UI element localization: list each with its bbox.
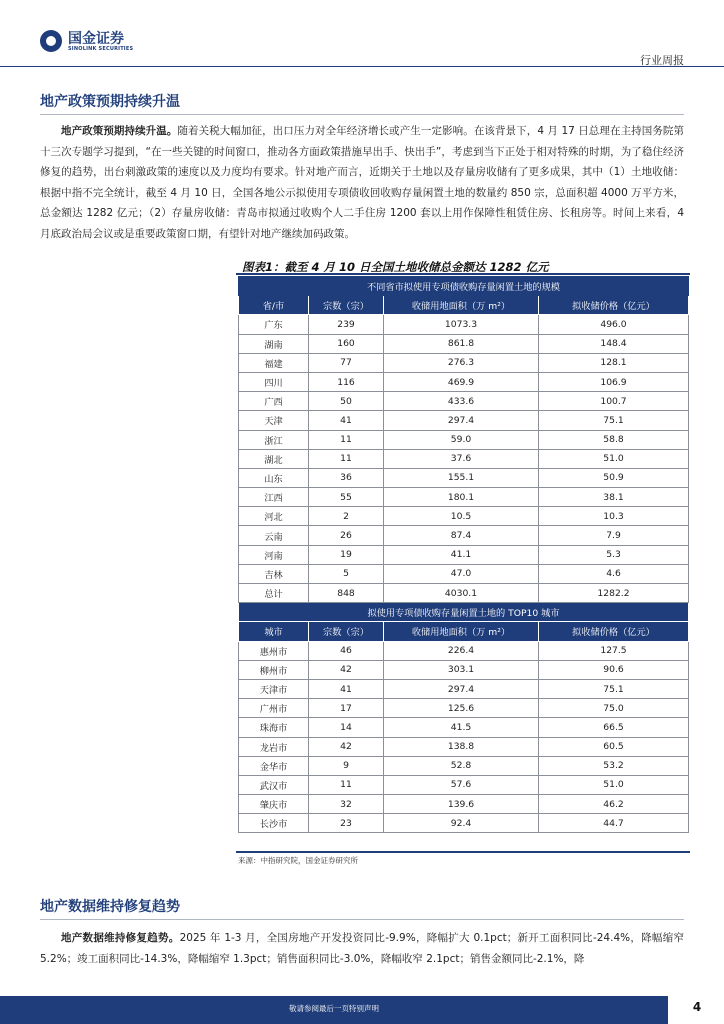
table-cell: 36 (309, 468, 384, 487)
column-header: 拟收储价格（亿元） (539, 622, 689, 641)
table-cell: 77 (309, 353, 384, 372)
table-row (239, 334, 689, 353)
table-row (239, 353, 689, 372)
table-cell: 9 (309, 756, 384, 775)
table-header-row (239, 622, 689, 641)
figure-top-rule (236, 273, 690, 275)
table-cell: 433.6 (384, 392, 539, 411)
table-row (239, 775, 689, 794)
figure-title: 图表1：截至 4 月 10 日全国土地收储总金额达 1282 亿元 (242, 260, 549, 274)
table-cell: 297.4 (384, 679, 539, 698)
table-row (239, 468, 689, 487)
policy-paragraph (40, 121, 684, 245)
company-logo (40, 28, 150, 56)
table-cell: 5 (309, 564, 384, 583)
table-cell: 75.1 (539, 411, 689, 430)
table-cell: 60.5 (539, 737, 689, 756)
table-cell: 浙江 (239, 430, 309, 449)
table-row (239, 737, 689, 756)
table-cell: 10.3 (539, 507, 689, 526)
table-cell: 惠州市 (239, 641, 309, 660)
table-caption-row (239, 603, 689, 622)
table-cell: 河南 (239, 545, 309, 564)
table-cell: 58.8 (539, 430, 689, 449)
table-row (239, 372, 689, 391)
table-cell: 50 (309, 392, 384, 411)
table-cell: 14 (309, 718, 384, 737)
table-cell: 861.8 (384, 334, 539, 353)
table-cell: 47.0 (384, 564, 539, 583)
table-cell: 1073.3 (384, 315, 539, 334)
table-cell: 肇庆市 (239, 795, 309, 814)
table-row (239, 718, 689, 737)
table-row (239, 814, 689, 833)
section-title-policy: 地产政策预期持续升温 (40, 94, 180, 110)
section-title-divider (40, 919, 684, 920)
section-title-data: 地产数据维持修复趋势 (40, 899, 180, 915)
table-cell: 江西 (239, 488, 309, 507)
paragraph-lead: 地产数据维持修复趋势。 (61, 932, 180, 944)
table-cell: 75.0 (539, 699, 689, 718)
paragraph-body: 随着关税大幅加征，出口压力对全年经济增长或产生一定影响。在该背景下，4 月 17 日总理在主持国务院第十三次专题学习提到，“在一些关键的时间窗口，推动各方面政策措施早出手、快出手”，考虑到当下正处于相对特殊的时期，为了稳住经济修复的趋势，出台刺激政策的速度以及力度均有要求。针对地产而言，近期关于土地以及存量房收储有了更多成果，其中（1）土地收储：根据中指不完全统计，截至 4 月 10 日，全国各地公示拟使用专项债收回收购存量闲置土地的数量约 850 宗，总面积超 4000 万平方米，总金额达 1282 亿元；（2）存量房收储：青岛市拟通过收购个人二手住房 1200 套以上用作保障性租赁住房、长租房等。时间上来看，4 月底政治局会议或是重要政策窗口期，有望针对地产继续加码政策。 (40, 125, 684, 240)
land-reserve-table (238, 276, 689, 833)
table-cell: 1282.2 (539, 584, 689, 603)
column-header: 拟收储价格（亿元） (539, 296, 689, 315)
table-cell: 山东 (239, 468, 309, 487)
table-cell: 天津市 (239, 679, 309, 698)
table-cell: 46 (309, 641, 384, 660)
column-header: 宗数（宗） (309, 296, 384, 315)
figure-source: 来源：中指研究院，国金证券研究所 (238, 856, 358, 865)
table-cell: 92.4 (384, 814, 539, 833)
table-row (239, 679, 689, 698)
data-paragraph (40, 928, 684, 969)
table-cell: 139.6 (384, 795, 539, 814)
table-cell: 38.1 (539, 488, 689, 507)
table-row (239, 411, 689, 430)
table-cell: 87.4 (384, 526, 539, 545)
table-cell: 106.9 (539, 372, 689, 391)
table-cell: 41 (309, 411, 384, 430)
table-cell: 4030.1 (384, 584, 539, 603)
table-cell: 42 (309, 660, 384, 679)
table-cell: 湖北 (239, 449, 309, 468)
table-cell: 44.7 (539, 814, 689, 833)
table-cell: 4.6 (539, 564, 689, 583)
table-cell: 226.4 (384, 641, 539, 660)
table-cell: 广西 (239, 392, 309, 411)
table-row (239, 545, 689, 564)
table-cell: 46.2 (539, 795, 689, 814)
table-cell: 160 (309, 334, 384, 353)
table-cell: 总计 (239, 584, 309, 603)
table-cell: 柳州市 (239, 660, 309, 679)
table-row (239, 699, 689, 718)
column-header: 收储用地面积（万 m²） (384, 296, 539, 315)
table-row (239, 756, 689, 775)
table-row (239, 526, 689, 545)
table-cell: 57.6 (384, 775, 539, 794)
table-cell: 55 (309, 488, 384, 507)
table-cell: 32 (309, 795, 384, 814)
paragraph-lead: 地产政策预期持续升温。 (61, 125, 178, 137)
table-cell: 276.3 (384, 353, 539, 372)
table-cell: 19 (309, 545, 384, 564)
table-cell: 长沙市 (239, 814, 309, 833)
table-row (239, 564, 689, 583)
table-cell: 51.0 (539, 449, 689, 468)
table-cell: 75.1 (539, 679, 689, 698)
table-caption: 不同省市拟使用专项债收购存量闲置土地的规模 (239, 277, 689, 296)
table-cell: 53.2 (539, 756, 689, 775)
table-caption-row (239, 277, 689, 296)
table-cell: 天津 (239, 411, 309, 430)
table-row (239, 795, 689, 814)
logo-english-name: SINOLINK SECURITIES (68, 46, 134, 52)
table-cell: 148.4 (539, 334, 689, 353)
page-header (0, 0, 724, 70)
table-cell: 湖南 (239, 334, 309, 353)
table-cell: 90.6 (539, 660, 689, 679)
table-row (239, 449, 689, 468)
table-cell: 11 (309, 775, 384, 794)
table-header-row (239, 296, 689, 315)
table-cell: 180.1 (384, 488, 539, 507)
section-title-divider (40, 114, 684, 115)
table-cell: 50.9 (539, 468, 689, 487)
table-cell: 128.1 (539, 353, 689, 372)
table-cell: 珠海市 (239, 718, 309, 737)
table-cell: 469.9 (384, 372, 539, 391)
table-cell: 7.9 (539, 526, 689, 545)
page-number: 4 (692, 1000, 702, 1014)
table-cell: 23 (309, 814, 384, 833)
figure-bottom-rule (236, 851, 690, 853)
logo-chinese-name: 国金证券 (68, 31, 124, 47)
table-cell: 龙岩市 (239, 737, 309, 756)
table-cell: 297.4 (384, 411, 539, 430)
table-cell: 2 (309, 507, 384, 526)
table-cell: 5.3 (539, 545, 689, 564)
table-cell: 10.5 (384, 507, 539, 526)
table-cell: 广州市 (239, 699, 309, 718)
page-footer (0, 996, 724, 1024)
table-cell: 59.0 (384, 430, 539, 449)
table-cell: 52.8 (384, 756, 539, 775)
table-row (239, 392, 689, 411)
table-row (239, 507, 689, 526)
table-cell: 127.5 (539, 641, 689, 660)
table-cell: 云南 (239, 526, 309, 545)
table-row (239, 641, 689, 660)
table-cell: 广东 (239, 315, 309, 334)
table-cell: 吉林 (239, 564, 309, 583)
footer-notice: 敬请参阅最后一页特别声明 (289, 1004, 379, 1013)
table-cell: 41.1 (384, 545, 539, 564)
logo-mark-icon (40, 30, 62, 52)
report-type-label: 行业周报 (640, 54, 684, 67)
footer-bar (0, 996, 668, 1024)
table-cell: 66.5 (539, 718, 689, 737)
column-header: 省/市 (239, 296, 309, 315)
table-cell: 11 (309, 449, 384, 468)
table-cell: 17 (309, 699, 384, 718)
table-cell: 武汉市 (239, 775, 309, 794)
column-header: 宗数（宗） (309, 622, 384, 641)
table-cell: 四川 (239, 372, 309, 391)
table-cell: 51.0 (539, 775, 689, 794)
table-cell: 26 (309, 526, 384, 545)
table-cell: 125.6 (384, 699, 539, 718)
table-row (239, 584, 689, 603)
table-cell: 37.6 (384, 449, 539, 468)
paragraph-body: 2025 年 1-3 月，全国房地产开发投资同比-9.9%，降幅扩大 0.1pct；新开工面积同比-24.4%，降幅缩窄 5.2%；竣工面积同比-14.3%，降幅缩窄 1.3pct；销售面积同比-3.0%，降幅收窄 2.1pct；销售金额同比-2.1%，降 (40, 932, 684, 965)
column-header: 城市 (239, 622, 309, 641)
table-cell: 155.1 (384, 468, 539, 487)
table-row (239, 315, 689, 334)
table-cell: 239 (309, 315, 384, 334)
table-cell: 496.0 (539, 315, 689, 334)
table-cell: 303.1 (384, 660, 539, 679)
table-caption: 拟使用专项债收购存量闲置土地的 TOP10 城市 (239, 603, 689, 622)
table-row (239, 430, 689, 449)
table-cell: 138.8 (384, 737, 539, 756)
table-cell: 42 (309, 737, 384, 756)
table-cell: 848 (309, 584, 384, 603)
table-cell: 41 (309, 679, 384, 698)
table-cell: 金华市 (239, 756, 309, 775)
table-cell: 100.7 (539, 392, 689, 411)
column-header: 收储用地面积（万 m²） (384, 622, 539, 641)
table-row (239, 660, 689, 679)
table-row (239, 488, 689, 507)
header-divider (0, 66, 724, 67)
table-cell: 河北 (239, 507, 309, 526)
table-cell: 116 (309, 372, 384, 391)
table-cell: 11 (309, 430, 384, 449)
table-cell: 福建 (239, 353, 309, 372)
table-cell: 41.5 (384, 718, 539, 737)
